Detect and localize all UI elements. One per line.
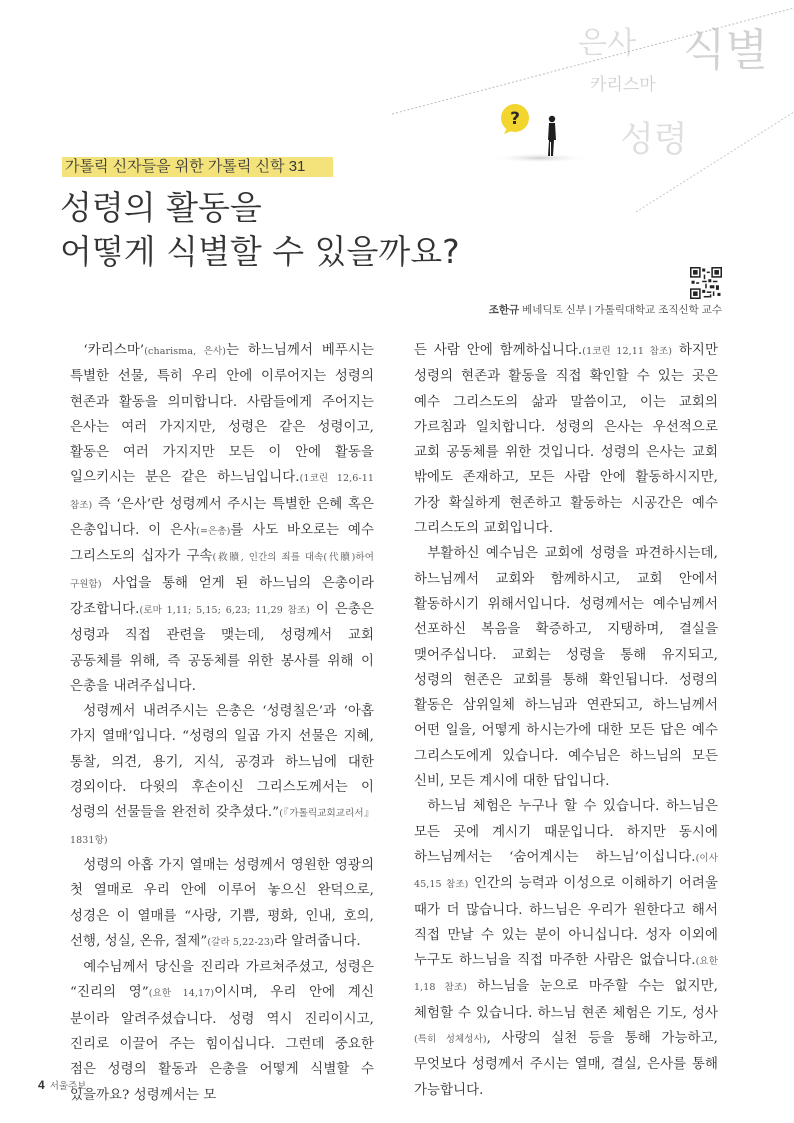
scripture-reference: (1코린 12,11 참조) [582, 346, 673, 357]
title-line-1: 성령의 활동을 [60, 188, 262, 227]
body-paragraph: ‘카리스마’(charisma, 은사)는 하느님께서 베푸시는 특별한 선물, 특히 우리 안에 이루어지는 성령의 현존과 활동을 의미합니다. 사람들에게 주어지는 은사는 여러 가지지만, 성령은 같은 성령이고, 활동은 여러 가지지만 모든 이 안에 활동을 일으키시는 분은 같은 하느님입니다.(1코린 12,6-11 참조) 즉 ‘은사’란 성령께서 주시는 특별한 은혜 혹은 은총입니다. 이 은사(=은총)를 사도 바오로는 예수 그리스도의 십자가 구속(救贖, 인간의 죄를 대속(代贖)하여 구원함) 사업을 통해 얻게 된 하느님의 은총이라 강조합니다.(로마 1,11; 5,15; 6,23; 11,29 참조) 이 은총은 성령과 직접 관련을 맺는데, 성령께서 교회 공동체를 위해, 즉 공동체를 위한 봉사를 위해 이 은총을 내려주십니다. [70, 343, 375, 694]
series-label: 가톨릭 신자들을 위한 가톨릭 신학 31 [62, 157, 333, 177]
article-title [60, 186, 460, 274]
title-line-2: 어떻게 식별할 수 있을까요? [60, 232, 460, 271]
inline-note: (charisma, 은사) [144, 346, 227, 357]
publication-name: 서울주보 [49, 1081, 87, 1092]
body-column-left [70, 338, 374, 1108]
author-byline: 조한규 베네딕토 신부 | 가톨릭대학교 조직신학 교수 [488, 304, 722, 316]
body-column-right [414, 338, 718, 1103]
scripture-reference: (요한 1,18 참조) [414, 956, 718, 994]
body-paragraph: 부활하신 예수님은 교회에 성령을 파견하시는데, 하느님께서 교회와 함께하시고, 교회 안에서 활동하시기 위해서입니다. 성령께서는 예수님께서 선포하신 복음을 확증하고, 지탱하며, 결실을 맺어주십니다. 교회는 성령을 통해 유지되고, 성령의 현존은 교회를 통해 확인됩니다. 성령의 활동은 삼위일체 하느님과 연관되고, 하느님께서 어떤 일을, 어떻게 하시는가에 대한 모든 답은 예수 그리스도에게 있습니다. 예수님은 하느님의 모든 신비, 모든 계시에 대한 답입니다. [414, 546, 718, 790]
catechism-reference: (『가톨릭교회교리서』 1831항) [70, 808, 374, 846]
scripture-reference: (1코린 12,6-11 참조) [70, 473, 374, 511]
scripture-reference: (로마 1,11; 5,15; 6,23; 11,29 참조) [139, 604, 310, 616]
decor-word-sikbyeol: 식별 [683, 25, 769, 76]
decor-word-eunsa: 은사 [578, 26, 636, 61]
svg-text:?: ? [510, 109, 520, 129]
inline-note: (救贖, 인간의 죄를 대속(代贖)하여 구원함) [70, 552, 374, 590]
author-name: 조한규 [488, 304, 520, 316]
inline-note: (=은총) [196, 526, 231, 538]
body-paragraph: 성령의 아홉 가지 열매는 성령께서 영원한 영광의 첫 열매로 우리 안에 이루어 놓으신 완덕으로, 성경은 이 열매를 “사랑, 기쁨, 평화, 인내, 호의, 선행, 성실, 온유, 절제”(갈라 5,22-23)라 알려줍니다. [70, 857, 374, 949]
inline-note: (특히 성체성사) [414, 1034, 487, 1046]
scripture-reference: (이사 45,15 참조) [414, 852, 718, 891]
author-role: 베네딕토 신부 [522, 304, 586, 316]
page-footer [38, 1078, 86, 1092]
question-figure-illustration [470, 90, 590, 170]
body-paragraph: 성령께서 내려주시는 은총은 ‘성령칠은’과 ‘아홉 가지 열매’입니다. “성령의 일곱 가지 선물은 지혜, 통찰, 의견, 용기, 지식, 공경과 하느님에 대한 경외이다. 다윗의 후손이신 그리스도께서는 이 성령의 선물들을 완전히 갖추셨다.”(『가톨릭교회교리서』 1831항) [70, 704, 374, 846]
body-paragraph: 하느님 체험은 누구나 할 수 있습니다. 하느님은 모든 곳에 계시기 때문입니다. 하지만 동시에 하느님께서는 ‘숨어계시는 하느님’이십니다.(이사 45,15 참조) 인간의 능력과 이성으로 이해하기 어려울 때가 더 많습니다. 하느님은 우리가 원한다고 해서 직접 만날 수 있는 분이 아니십니다. 성자 이외에 누구도 하느님을 직접 마주한 사람은 없습니다.(요한 1,18 참조) 하느님을 눈으로 마주할 수는 없지만, 체험할 수 있습니다. 하느님 현존 체험은 기도, 성사(특히 성체성사), 사랑의 실천 등을 통해 가능하고, 무엇보다 성령께서 주시는 열매, 결실, 은사를 통해 가능합니다. [414, 799, 718, 1098]
page-number: 4 [38, 1078, 45, 1092]
scripture-reference: (요한 14,17) [148, 988, 215, 1000]
decor-word-seongnyeong: 성령 [620, 120, 688, 160]
decor-word-charisma: 카리스마 [590, 75, 656, 95]
body-paragraph: 든 사람 안에 함께하십니다.(1코린 12,11 참조) 하지만 성령의 현존과 활동을 직접 확인할 수 있는 곳은 예수 그리스도의 삶과 말씀이고, 이는 교회의 가르침과 일치합니다. 성령의 은사는 우선적으로 교회 공동체를 위한 것입니다. 성령의 은사는 교회 밖에도 존재하고, 모든 사람 안에 활동하시지만, 가장 확실하게 현존하고 활동하는 시공간은 예수 그리스도의 교회입니다. [414, 343, 718, 537]
scripture-reference: (갈라 5,22-23) [207, 936, 274, 948]
author-affiliation: 가톨릭대학교 조직신학 교수 [594, 304, 722, 316]
qr-code-icon [690, 267, 722, 299]
body-paragraph: 예수님께서 당신을 진리라 가르쳐주셨고, 성령은 “진리의 영”(요한 14,17)이시며, 우리 안에 계신 분이라 알려주셨습니다. 성령 역시 진리이시고, 진리로 이끌어 주는 힘이십니다. 그런데 중요한 점은 성령의 활동과 은총을 어떻게 식별할 수 있을까요? 성령께서는 모 [70, 960, 374, 1103]
